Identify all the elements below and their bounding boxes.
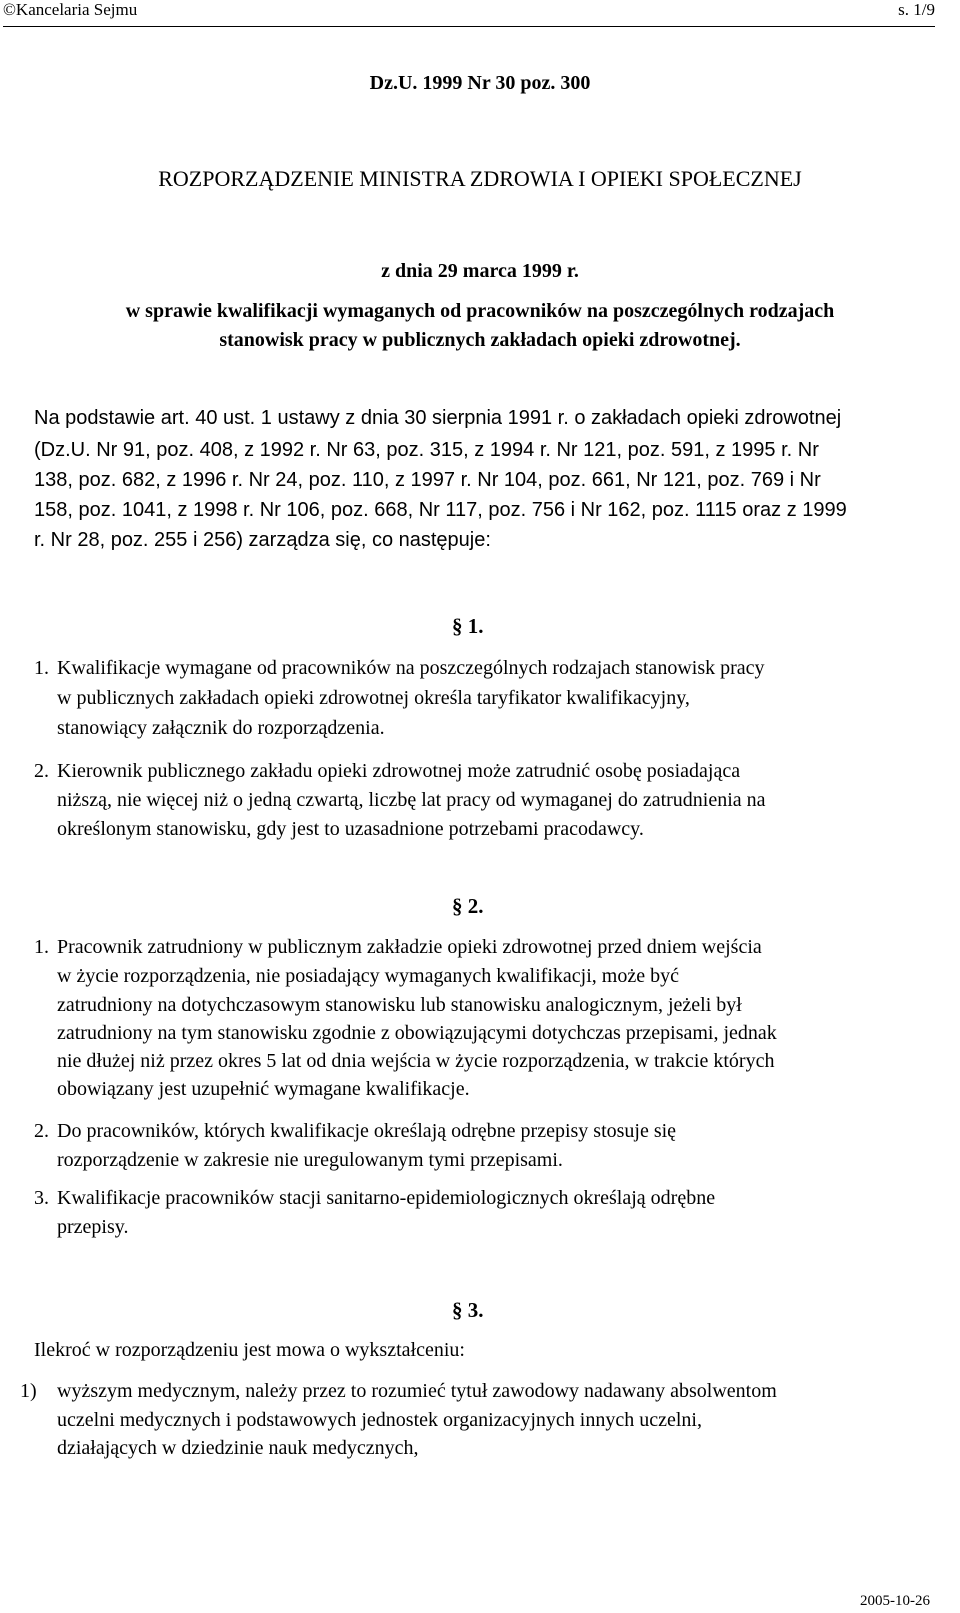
preamble-line: Na podstawie art. 40 ust. 1 ustawy z dnia 30 sierpnia 1991 r. o zakładach opieki zdrowotnej bbox=[34, 407, 842, 429]
paragraph-line: działających w dziedzinie nauk medycznych, bbox=[57, 1437, 419, 1459]
paragraph-line: Pracownik zatrudniony w publicznym zakładzie opieki zdrowotnej przed dniem wejścia bbox=[57, 936, 762, 958]
paragraph-line: Do pracowników, których kwalifikacje określają odrębne przepisy stosuje się bbox=[57, 1120, 677, 1142]
section-3-intro: Ilekroć w rozporządzeniu jest mowa o wykształceniu: bbox=[34, 1339, 465, 1361]
paragraph-line: Kwalifikacje wymagane od pracowników na poszczególnych rodzajach stanowisk pracy bbox=[57, 657, 765, 679]
paragraph-line: określonym stanowisku, gdy jest to uzasadnione potrzebami pracodawcy. bbox=[57, 818, 644, 840]
document-date: z dnia 29 marca 1999 r. bbox=[381, 260, 579, 282]
page-header bbox=[3, 0, 935, 27]
preamble-line: 138, poz. 682, z 1996 r. Nr 24, poz. 110, z 1997 r. Nr 104, poz. 661, Nr 121, poz. 769 i Nr bbox=[34, 469, 821, 491]
footer-date: 2005-10-26 bbox=[860, 1593, 930, 1609]
paragraph-line: w publicznych zakładach opieki zdrowotnej określa taryfikator kwalifikacyjny, bbox=[57, 687, 690, 709]
paragraph-line: rozporządzenie w zakresie nie uregulowanym tymi przepisami. bbox=[57, 1149, 563, 1171]
section-1-paragraph-1-number: 1. bbox=[34, 657, 49, 679]
section-3-heading: § 3. bbox=[452, 1298, 484, 1322]
paragraph-line: Kierownik publicznego zakładu opieki zdrowotnej może zatrudnić osobę posiadająca bbox=[57, 760, 741, 782]
paragraph-line: obowiązany jest uzupełnić wymagane kwalifikacje. bbox=[57, 1078, 470, 1100]
section-1-heading: § 1. bbox=[452, 614, 484, 638]
paragraph-line: przepisy. bbox=[57, 1216, 129, 1238]
header-page-number: s. 1/9 bbox=[898, 0, 935, 19]
paragraph-line: Kwalifikacje pracowników stacji sanitarno-epidemiologicznych określają odrębne bbox=[57, 1187, 716, 1209]
document-subject-line-2: stanowisk pracy w publicznych zakładach opieki zdrowotnej. bbox=[219, 329, 741, 351]
preamble-line: r. Nr 28, poz. 255 i 256) zarządza się, co następuje: bbox=[34, 529, 491, 551]
document-subject-line-1: w sprawie kwalifikacji wymaganych od pracowników na poszczególnych rodzajach bbox=[125, 300, 835, 322]
section-2-paragraph-2-number: 2. bbox=[34, 1120, 49, 1142]
section-3-item-1-number: 1) bbox=[20, 1380, 37, 1402]
document-reference: Dz.U. 1999 Nr 30 poz. 300 bbox=[369, 72, 591, 94]
section-2-paragraph-3-number: 3. bbox=[34, 1187, 49, 1209]
paragraph-line: wyższym medycznym, należy przez to rozumieć tytuł zawodowy nadawany absolwentom bbox=[57, 1380, 777, 1402]
paragraph-line: nie dłużej niż przez okres 5 lat od dnia wejścia w życie rozporządzenia, w trakcie których bbox=[57, 1050, 775, 1072]
preamble-line: 158, poz. 1041, z 1998 r. Nr 106, poz. 668, Nr 117, poz. 756 i Nr 162, poz. 1115 oraz z 1999 bbox=[34, 499, 847, 521]
paragraph-line: zatrudniony na tym stanowisku zgodnie z obowiązującymi dotychczas przepisami, jednak bbox=[57, 1022, 777, 1044]
header-publisher: ©Kancelaria Sejmu bbox=[3, 0, 138, 19]
section-1-paragraph-2-number: 2. bbox=[34, 760, 49, 782]
paragraph-line: zatrudniony na dotychczasowym stanowisku lub stanowisku analogicznym, jeżeli był bbox=[57, 994, 742, 1016]
section-2-heading: § 2. bbox=[452, 894, 484, 918]
paragraph-line: w życie rozporządzenia, nie posiadający wymaganych kwalifikacji, może być bbox=[57, 965, 679, 987]
paragraph-line: uczelni medycznych i podstawowych jednostek organizacyjnych innych uczelni, bbox=[57, 1409, 702, 1431]
section-2-paragraph-1-number: 1. bbox=[34, 936, 49, 958]
preamble-line: (Dz.U. Nr 91, poz. 408, z 1992 r. Nr 63, poz. 315, z 1994 r. Nr 121, poz. 591, z 1995 r. Nr bbox=[34, 439, 819, 461]
paragraph-line: stanowiący załącznik do rozporządzenia. bbox=[57, 717, 385, 739]
paragraph-line: niższą, nie więcej niż o jedną czwartą, liczbę lat pracy od wymaganej do zatrudnienia na bbox=[57, 789, 766, 811]
document-title: ROZPORZĄDZENIE MINISTRA ZDROWIA I OPIEKI SPOŁECZNEJ bbox=[158, 166, 802, 191]
